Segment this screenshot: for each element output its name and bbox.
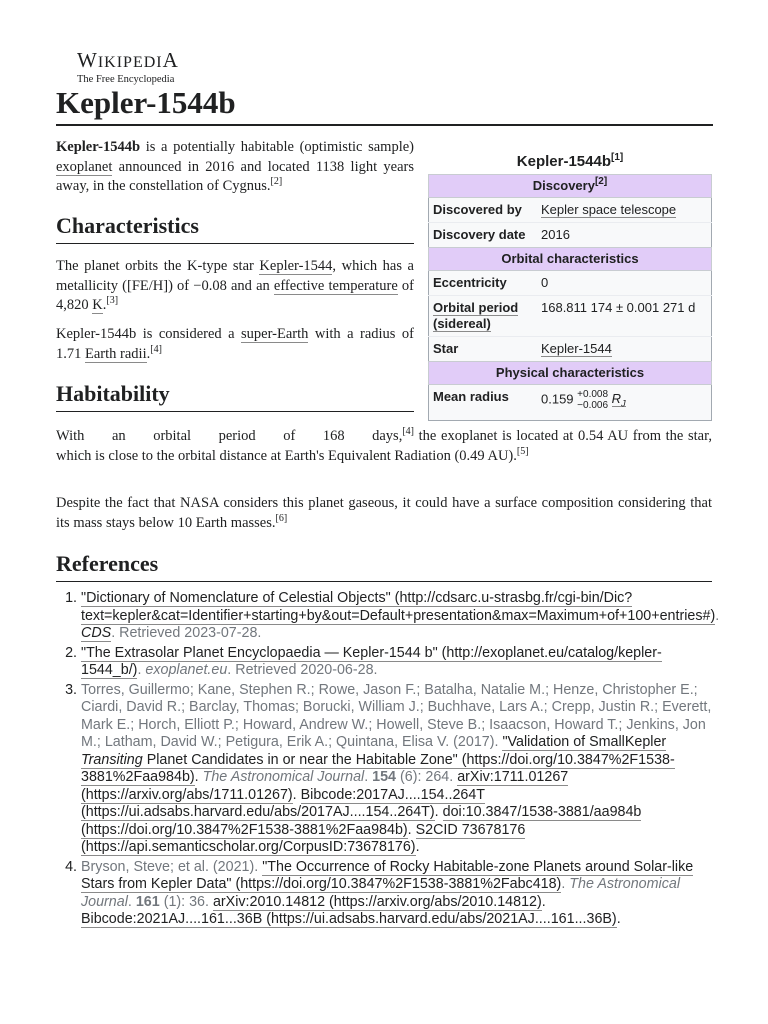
link-infobox-star[interactable]: Kepler-1544 (541, 341, 612, 356)
infobox-label-eccentricity: Eccentricity (429, 271, 538, 296)
link-sidereal[interactable]: (sidereal) (433, 316, 491, 331)
link-kepler-1544[interactable]: Kepler-1544 (259, 258, 333, 274)
infobox (428, 150, 712, 421)
infobox-value-mean-radius: 0.159 +0.008 −0.006 $R_J$ (537, 385, 712, 417)
ref-3-s2cid-link[interactable]: S2CID 73678176 (https://api.semanticscholar.org/CorpusID:73678176) (81, 821, 526, 855)
ref-1-link[interactable]: "Dictionary of Nomenclature of Celestial Objects" (http://cdsarc.u-strasbg.fr/cgi-bin/Dic?text=kepler&cat=Identifier+starting+by&out=Default+presentation&max=Maximum+of+100+entries#) (81, 590, 716, 624)
reference-item: 1. "Dictionary of Nomenclature of Celestial Objects" (http://cdsarc.u-strasbg.fr/cgi-bin/Dic?text=kepler&cat=Identifier+starting+by&out=Default+presentation&max=Maximum+of+100+entries#). CDS. Retrieved 2023-07-28. (81, 590, 712, 643)
heading-characteristics: Characteristics (56, 212, 414, 244)
infobox-header-physical: Physical characteristics (429, 362, 712, 385)
ref-2-link[interactable]: "The Extrasolar Planet Encyclopaedia — Kepler-1544 b" (http://exoplanet.eu/catalog/kepler-1544_b/) (81, 644, 662, 678)
link-super-earth[interactable]: super-Earth (241, 326, 309, 342)
infobox-value-discovery-date: 2016 (537, 223, 712, 248)
characteristics-paragraph-2: Kepler-1544b is considered a super-Earth with a radius of 1.71 Earth radii.[4] (56, 326, 414, 362)
ref-link-4[interactable]: [4] (150, 343, 162, 355)
infobox-label-orbital-period (429, 296, 538, 337)
heading-references: References (56, 550, 712, 582)
ref-link-4b[interactable]: [4] (402, 426, 414, 437)
infobox-label-mean-radius: Mean radius (429, 385, 538, 417)
habitability-paragraph-1: With an orbital period of 168 days,[4] the exoplanet is located at 0.54 AU from the star, which is close to the orbital distance at Earth's Equivalent Radiation (0.49 AU).[5] (56, 426, 712, 464)
ref-4-arxiv-link[interactable]: arXiv:2010.14812 (https://arxiv.org/abs/2010.14812) (212, 893, 542, 910)
wikipedia-logo[interactable] (77, 50, 179, 86)
ref-3-doi-link[interactable]: doi:10.3847/1538-3881/aa984b (https://doi.org/10.3847%2F1538-3881%2Faa984b) (81, 804, 642, 838)
heading-habitability: Habitability (56, 380, 414, 412)
ref-link-3[interactable]: [3] (106, 295, 119, 306)
infobox-title: Kepler-1544b[1] (516, 152, 624, 170)
infobox-header-orbital: Orbital characteristics (429, 248, 712, 271)
ref-4-bibcode-link[interactable]: Bibcode:2021AJ....161...36B (https://ui.adsabs.harvard.edu/abs/2021AJ....161...36B) (81, 911, 617, 927)
ref-4-title-link[interactable]: "The Occurrence of Rocky Habitable-zone Planets around Solar-like Stars from Kepler Data" (https://doi.org/10.3847%2F1538-3881%2Fabc418) (81, 858, 694, 892)
link-kelvin[interactable]: K (92, 297, 103, 313)
reference-item: 4. Bryson, Steve; et al. (2021). "The Occurrence of Rocky Habitable-zone Planets around Solar-like Stars from Kepler Data" (https://doi.org/10.3847%2F1538-3881%2Fabc418). The Astronomical Journal. 161 (1): 36. arXiv:2010.14812 (https://arxiv.org/abs/2010.14812). Bibcode:2021AJ....161...36B (https://ui.adsabs.harvard.edu/abs/2021AJ....161...36B). (81, 859, 712, 929)
logo-tagline: The Free Encyclopedia (77, 74, 175, 85)
infobox-table (428, 174, 712, 421)
link-orbital-period[interactable]: Orbital period (433, 300, 519, 315)
infobox-label-discovery-date: Discovery date (429, 223, 538, 248)
infobox-ref-2[interactable]: [2] (594, 176, 608, 187)
ref-1-work[interactable]: CDS (81, 625, 112, 641)
link-kepler-space-telescope[interactable]: Kepler space telescope (541, 202, 677, 217)
habitability-paragraph-2: Despite the fact that NASA considers this planet gaseous, it could have a surface composition considering that its mass stays below 10 Earth masses.[6] (56, 495, 712, 531)
infobox-value-orbital-period: 168.811 174 ± 0.001 271 d (537, 296, 712, 337)
reference-item: 2. "The Extrasolar Planet Encyclopaedia — Kepler-1544 b" (http://exoplanet.eu/catalog/kepler-1544_b/). exoplanet.eu. Retrieved 2020-06-28. (81, 645, 712, 680)
intro-bold-title: Kepler-1544b (56, 139, 141, 155)
infobox-ref-1[interactable]: [1] (610, 152, 624, 163)
ref-link-2[interactable]: [2] (270, 176, 283, 187)
link-jupiter-radius[interactable]: $R_J$ (611, 391, 626, 410)
infobox-value-eccentricity: 0 (537, 271, 712, 296)
reference-item: 3. Torres, Guillermo; Kane, Stephen R.; Rowe, Jason F.; Batalha, Natalie M.; Henze, Christopher E.; Ciardi, David R.; Barclay, Thomas; Borucki, William J.; Buchhave, Lars A.; Crepp, Justin R.; Everett, Mark E.; Horch, Elliott P.; Howard, Andrew W.; Howell, Steve B.; Isaacson, Howard T.; Jenkins, Jon M.; Latham, David W.; Petigura, Erik A.; Quintana, Elisa V. (2017). "Validation of SmallKepler Transiting Planet Candidates in or near the Habitable Zone" (https://doi.org/10.3847%2F1538-3881%2Faa984b). The Astronomical Journal. 154 (6): 264. arXiv:1711.01267 (https://arxiv.org/abs/1711.01267). Bibcode:2017AJ....154..264T (https://ui.adsabs.harvard.edu/abs/2017AJ....154..264T). doi:10.3847/1538-3881/aa984b (https://doi.org/10.3847%2F1538-3881%2Faa984b). S2CID 73678176 (https://api.semanticscholar.org/CorpusID:73678176). (81, 682, 712, 857)
infobox-label-star: Star (429, 337, 538, 362)
ref-link-6[interactable]: [6] (275, 512, 288, 524)
infobox-header-discovery: Discovery[2] (429, 175, 712, 198)
ref-link-5[interactable]: [5] (516, 445, 529, 457)
ref-3-title-link[interactable]: "Validation of SmallKepler Transiting Planet Candidates in or near the Habitable Zone" (https://doi.org/10.3847%2F1538-3881%2Faa984b) (81, 734, 675, 785)
ref-3-arxiv-link[interactable]: arXiv:1711.01267 (https://arxiv.org/abs/1711.01267) (81, 769, 569, 803)
ref-3-bibcode-link[interactable]: Bibcode:2017AJ....154..264T (https://ui.adsabs.harvard.edu/abs/2017AJ....154..264T) (81, 786, 486, 820)
infobox-label-discovered-by: Discovered by (429, 198, 538, 223)
characteristics-paragraph-1: The planet orbits the K-type star Kepler-1544, which has a metallicity ([FE/H]) of −0.08 and an effective temperature of 4,820 K.[3] (56, 258, 414, 313)
references-list (56, 590, 720, 931)
logo-wordmark: WIKIPEDIA (77, 48, 179, 72)
page-title: Kepler-1544b (56, 84, 713, 126)
link-exoplanet[interactable]: exoplanet (56, 158, 113, 175)
link-earth-radii[interactable]: Earth radii (85, 345, 147, 362)
link-effective-temperature[interactable]: effective temperature (273, 277, 398, 294)
intro-paragraph: Kepler-1544b is a potentially habitable (optimistic sample) exoplanet announced in 2016 and located 1138 light years away, in the constellation of Cygnus.[2] (56, 139, 414, 194)
